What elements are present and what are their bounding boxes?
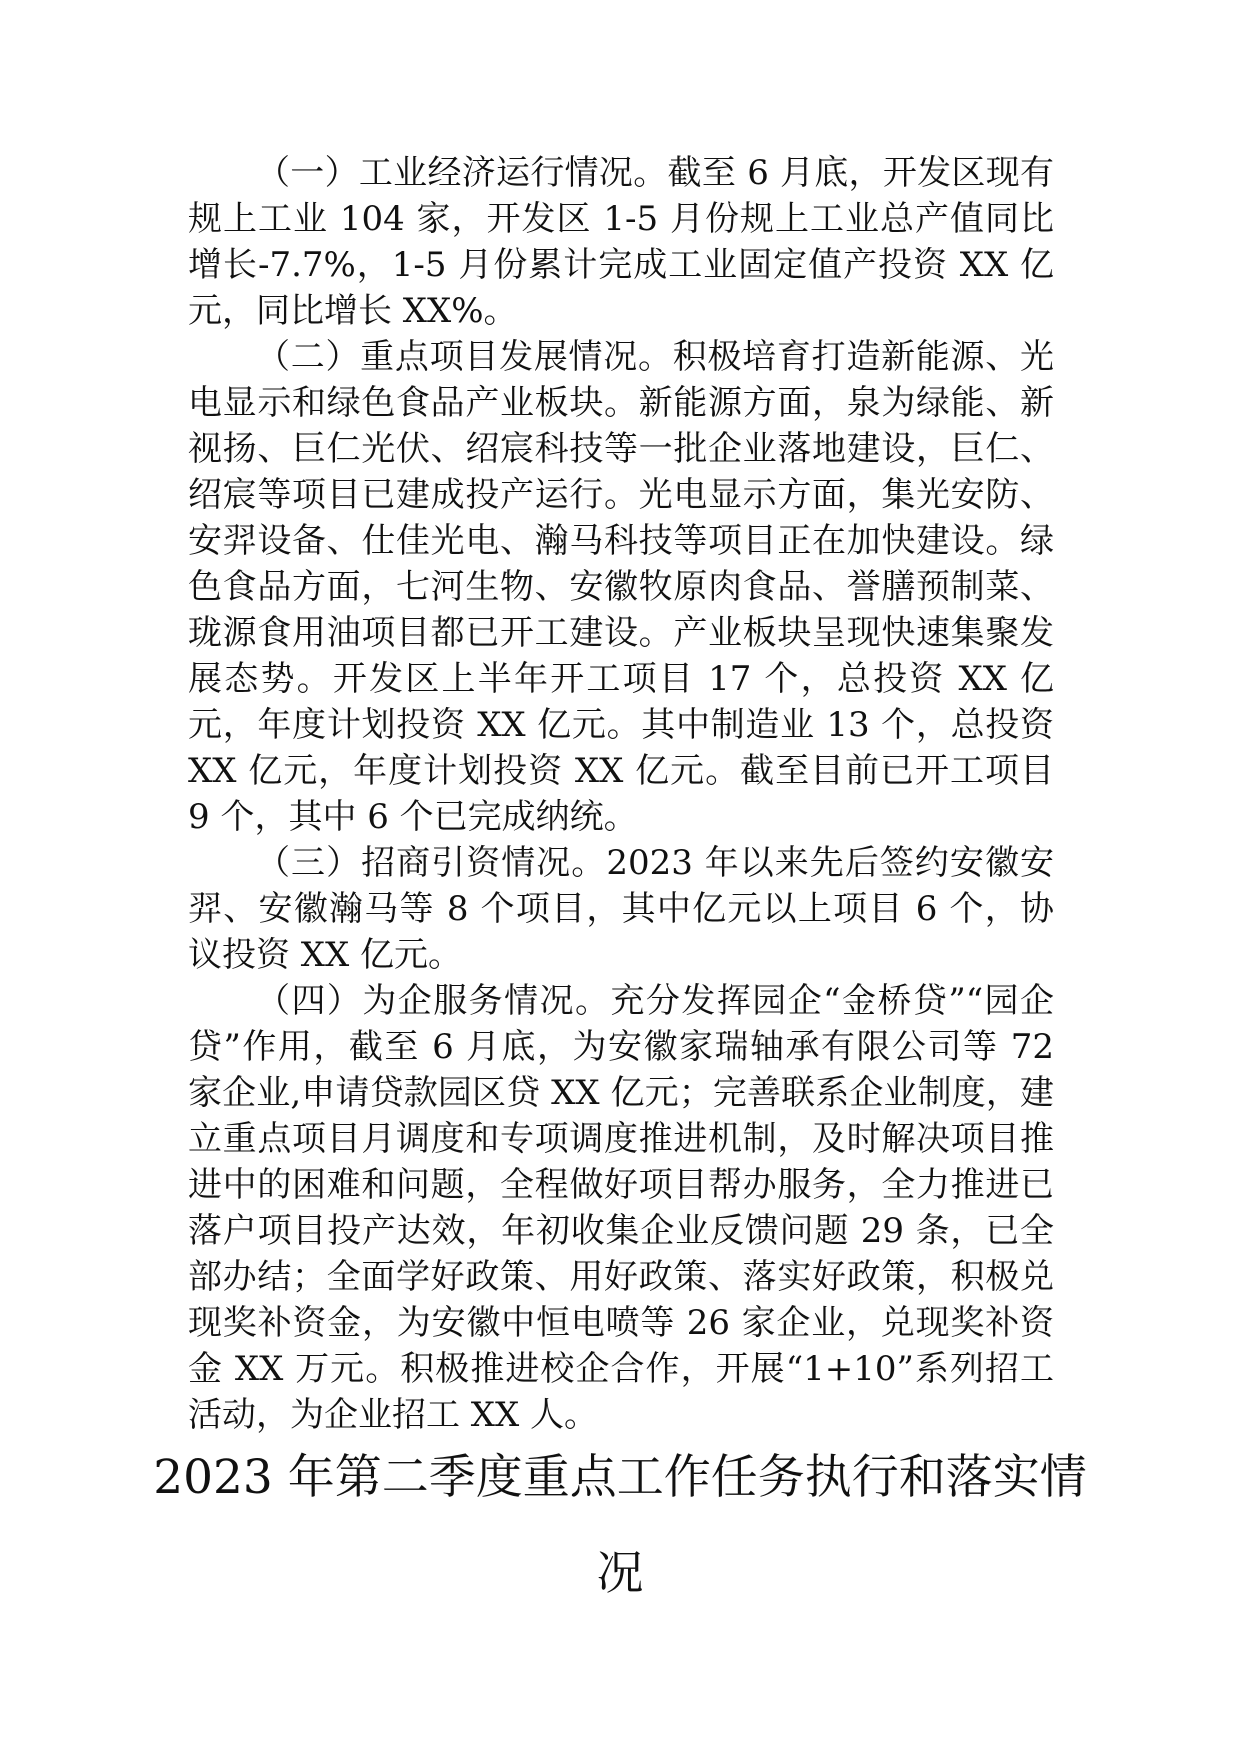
paragraph-investment-attraction: （三）招商引资情况。2023 年以来先后签约安徽安羿、安徽瀚马等 8 个项目，其中亿元以上项目 6 个，协议投资 XX 亿元。	[188, 843, 1054, 975]
paragraph-key-projects: （二）重点项目发展情况。积极培育打造新能源、光电显示和绿色食品产业板块。新能源方面，泉为绿能、新视扬、巨仁光伏、绍宸科技等一批企业落地建设，巨仁、绍宸等项目已建成投产运行。光电显示方面，集光安防、安羿设备、仕佳光电、瀚马科技等项目正在加快建设。绿色食品方面，七河生物、安徽牧原肉食品、誉膳预制菜、珑源食用油项目都已开工建设。产业板块呈现快速集聚发展态势。开发区上半年开工项目 17 个，总投资 XX 亿元，年度计划投资 XX 亿元。其中制造业 13 个，总投资 XX 亿元，年度计划投资 XX 亿元。截至目前已开工项目 9 个，其中 6 个已完成纳统。	[188, 337, 1054, 837]
paragraph-enterprise-services: （四）为企服务情况。充分发挥园企“金桥贷”“园企贷”作用，截至 6 月底，为安徽家瑞轴承有限公司等 72 家企业,申请贷款园区贷 XX 亿元；完善联系企业制度，建立重点项目月调度和专项调度推进机制，及时解决项目推进中的困难和问题，全程做好项目帮办服务，全力推进已落户项目投产达效，年初收集企业反馈问题 29 条，已全部办结；全面学好政策、用好政策、落实好政策，积极兑现奖补资金，为安徽中恒电喷等 26 家企业，兑现奖补资金 XX 万元。积极推进校企合作，开展“1+10”系列招工活动，为企业招工 XX 人。	[188, 981, 1054, 1435]
section-heading: 2023 年第二季度重点工作任务执行和落实情况	[153, 1450, 1087, 1601]
document-body	[188, 150, 1054, 1438]
paragraph-industrial-economy: （一）工业经济运行情况。截至 6 月底，开发区现有规上工业 104 家，开发区 1-5 月份规上工业总产值同比增长-7.7%，1-5 月份累计完成工业固定值产投资 XX 亿元，同比增长 XX%。	[188, 153, 1054, 331]
